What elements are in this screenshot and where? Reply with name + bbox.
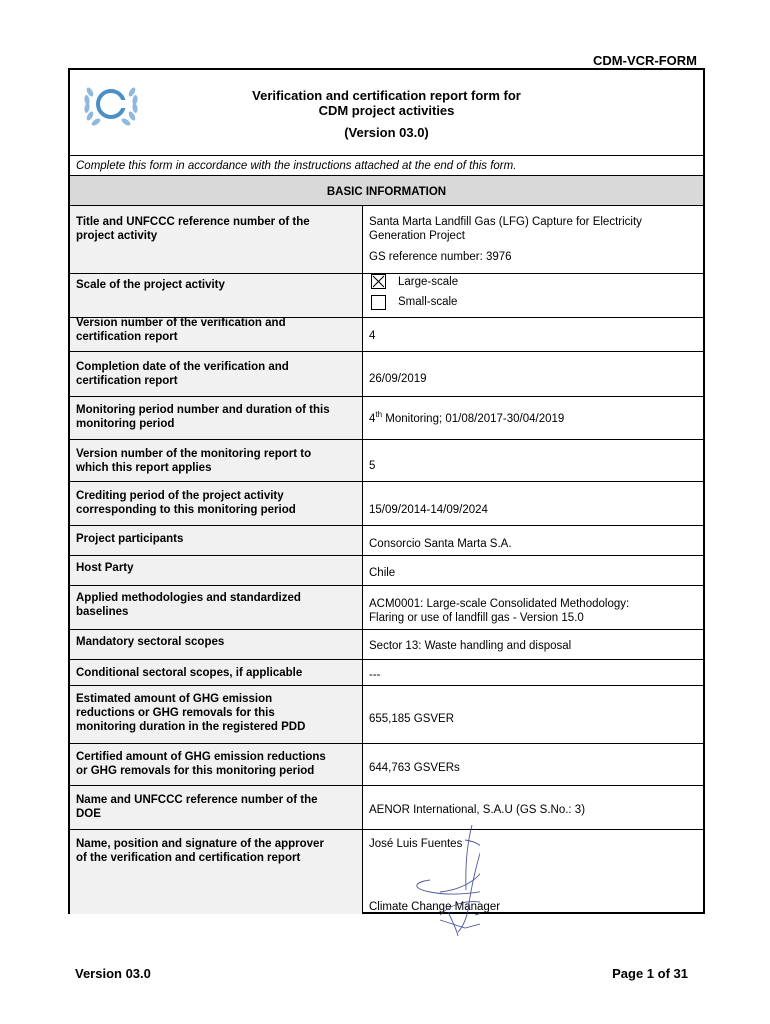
doe-value: AENOR International, S.A.U (GS S.No.: 3) — [369, 804, 586, 816]
row-value — [363, 744, 703, 785]
label-line: Monitoring period number and duration of this — [76, 404, 330, 416]
mandatory-scopes-value: Sector 13: Waste handling and disposal — [369, 640, 572, 652]
monitoring-report-version-value: 5 — [369, 460, 376, 472]
row-label — [70, 786, 362, 829]
label-line: Version number of the monitoring report to — [76, 448, 312, 460]
monitoring-period-value — [369, 412, 564, 426]
row-label — [70, 660, 362, 685]
row-label — [70, 586, 362, 629]
value-line: Santa Marta Landfill Gas (LFG) Capture for Electricity — [369, 216, 642, 228]
form-version-line: (Version 03.0) — [344, 125, 429, 140]
row-value — [363, 630, 703, 659]
section-title-basic-information: BASIC INFORMATION — [70, 176, 703, 206]
row-label — [70, 206, 362, 273]
report-version-value: 4 — [369, 330, 376, 342]
approver-name: José Luis Fuentes — [369, 838, 463, 850]
row-crediting-period — [70, 482, 703, 526]
row-methodologies — [70, 586, 703, 630]
label-line: certification report — [76, 375, 178, 387]
label-line: Crediting period of the project activity — [76, 490, 284, 502]
row-monitoring-period — [70, 397, 703, 440]
row-value — [363, 318, 703, 351]
label-line: Host Party — [76, 562, 134, 574]
label-line: Version number of the verification and — [76, 317, 286, 329]
row-label — [70, 630, 362, 659]
checkbox-small-scale[interactable] — [371, 295, 386, 310]
row-scale — [70, 274, 703, 318]
row-completion-date — [70, 352, 703, 397]
row-label — [70, 686, 362, 743]
label-line: Title and UNFCCC reference number of the — [76, 216, 310, 228]
label-line: of the verification and certification report — [76, 852, 301, 864]
row-conditional-scopes — [70, 660, 703, 686]
row-mandatory-scopes — [70, 630, 703, 660]
row-value — [363, 397, 703, 439]
approver-position: Climate Change Manager — [369, 901, 501, 913]
verification-report-form — [68, 68, 705, 914]
row-value — [363, 206, 703, 273]
form-header — [70, 70, 703, 156]
row-value — [363, 586, 703, 629]
methodology-line: Flaring or use of landfill gas - Version 15.0 — [369, 612, 584, 624]
label-line: certification report — [76, 331, 178, 343]
label-line: Conditional sectoral scopes, if applicable — [76, 667, 303, 679]
label-line: Name and UNFCCC reference number of the — [76, 794, 318, 806]
checkmark-x-icon — [372, 275, 385, 288]
checkbox-large-scale[interactable] — [371, 274, 386, 289]
row-value — [363, 526, 703, 555]
crediting-period-value: 15/09/2014-14/09/2024 — [369, 504, 488, 516]
row-project-participants — [70, 526, 703, 556]
label-line: project activity — [76, 230, 158, 242]
monitoring-duration: Monitoring; 01/08/2017-30/04/2019 — [382, 413, 565, 425]
option-small-scale: Small-scale — [398, 296, 458, 308]
row-value — [363, 482, 703, 525]
row-label — [70, 352, 362, 396]
option-large-scale: Large-scale — [398, 276, 459, 288]
ordinal-suffix: th — [375, 410, 383, 420]
row-value — [363, 830, 703, 914]
label-line: Estimated amount of GHG emission — [76, 693, 273, 705]
row-host-party — [70, 556, 703, 586]
form-title-line2: CDM project activities — [318, 103, 455, 118]
conditional-scopes-value: --- — [369, 669, 381, 681]
footer-version: Version 03.0 — [75, 966, 151, 981]
row-label — [70, 526, 362, 555]
label-line: Applied methodologies and standardized — [76, 592, 301, 604]
form-instructions: Complete this form in accordance with the instructions attached at the end of this form. — [70, 156, 703, 176]
row-value — [363, 274, 703, 317]
label-line: Project participants — [76, 533, 184, 545]
row-title — [70, 206, 703, 274]
label-line: or GHG removals for this monitoring period — [76, 765, 315, 777]
gs-reference-number: GS reference number: 3976 — [369, 251, 512, 263]
label-line: Mandatory sectoral scopes — [76, 636, 225, 648]
row-approver — [70, 830, 703, 914]
estimated-reductions-value: 655,185 GSVER — [369, 713, 455, 725]
label-line: Name, position and signature of the approver — [76, 838, 324, 850]
row-label — [70, 830, 362, 914]
row-label — [70, 397, 362, 439]
footer-page-number: Page 1 of 31 — [612, 966, 688, 981]
certified-reductions-value: 644,763 GSVERs — [369, 762, 460, 774]
label-line: Completion date of the verification and — [76, 361, 289, 373]
monitoring-number: 4 — [369, 413, 376, 425]
form-code: CDM-VCR-FORM — [593, 53, 697, 68]
label-line: monitoring period — [76, 418, 175, 430]
row-value — [363, 440, 703, 481]
row-estimated-reductions — [70, 686, 703, 744]
row-report-version — [70, 318, 703, 352]
row-label — [70, 318, 362, 351]
label-line: which this report applies — [76, 462, 212, 474]
row-certified-reductions — [70, 744, 703, 786]
label-line: corresponding to this monitoring period — [76, 504, 296, 516]
row-monitoring-report-version — [70, 440, 703, 482]
row-label — [70, 440, 362, 481]
label-line: DOE — [76, 808, 101, 820]
row-label — [70, 274, 362, 317]
row-value — [363, 786, 703, 829]
row-label — [70, 556, 362, 585]
host-party-value: Chile — [369, 567, 396, 579]
form-title-line1: Verification and certification report form for — [252, 88, 521, 103]
row-value — [363, 556, 703, 585]
row-value — [363, 686, 703, 743]
label-line: baselines — [76, 606, 129, 618]
label-line: Scale of the project activity — [76, 279, 225, 291]
row-value — [363, 660, 703, 685]
project-participants-value: Consorcio Santa Marta S.A. — [369, 538, 512, 550]
label-line: reductions or GHG removals for this — [76, 707, 275, 719]
methodology-line: ACM0001: Large-scale Consolidated Methodology: — [369, 598, 630, 610]
row-doe — [70, 786, 703, 830]
row-value — [363, 352, 703, 396]
row-label — [70, 744, 362, 785]
label-line: monitoring duration in the registered PDD — [76, 721, 306, 733]
row-label — [70, 482, 362, 525]
value-line: Generation Project — [369, 230, 465, 242]
completion-date-value: 26/09/2019 — [369, 373, 427, 385]
label-line: Certified amount of GHG emission reductions — [76, 751, 326, 763]
